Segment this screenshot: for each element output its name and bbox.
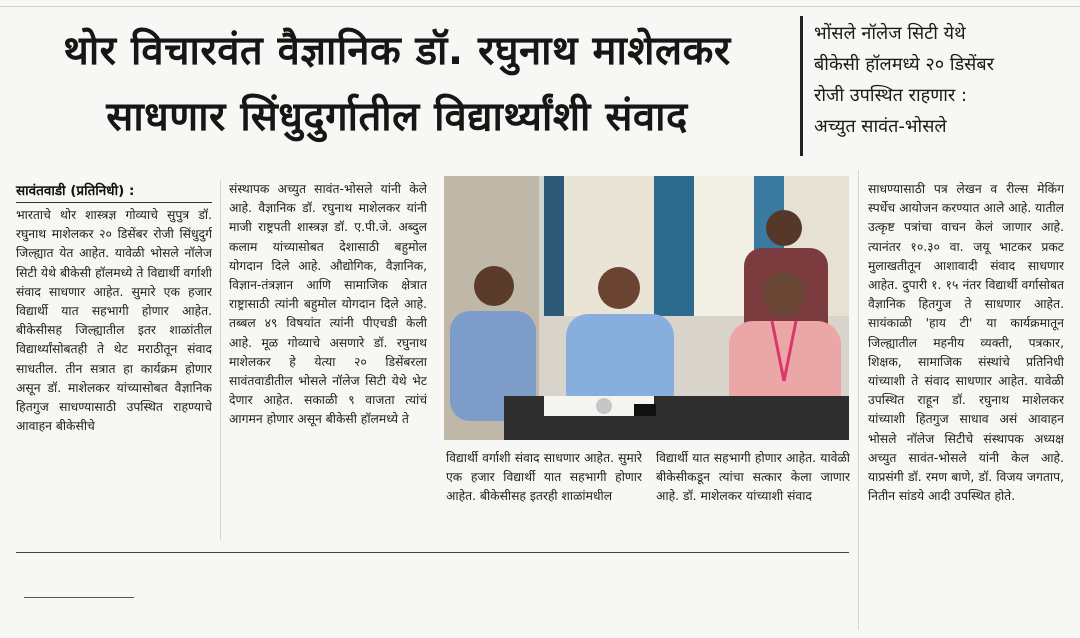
article-column-4 [656,449,850,539]
subhead-divider [800,16,803,156]
article-column-5 [868,180,1064,630]
section-rule [16,552,849,553]
headline-line-2: साधणार सिंधुदुर्गातील विद्यार्थ्यांशी संवाद [106,94,688,140]
column-gutter [858,170,859,630]
column-5-text: साधण्यासाठी पत्र लेखन व रील्स मेकिंग स्पर्धेच आयोजन करण्यात आले आहे. यातील उत्कृष्ट पत्रांचा वाचन केलं जाणार आहे. त्यानंतर १०.३० वा. जयू भाटकर प्रकट मुलाखतीतून आशावादी संवाद साधणार आहेत. दुपारी १. १५ नंतर विद्यार्थी वर्गासोबत वैज्ञानिक हितगुज ते साधणार आहेत. सायंकाळी 'हाय टी' या कार्यक्रमातून जिल्ह्यातील महनीय व्यक्ती, पत्रकार, शिक्षक, सामाजिक संस्थांचे प्रतिनिधी यांच्याशी ते संवाद साधणार आहेत. यावेळी उपस्थित राहून डॉ. रघुनाथ माशेलकर यांच्याशी हितगुज साधाव असं आवाहन भोसले नॉलेज सिटीचे संस्थापक अध्यक्ष अच्युत सावंत-भोसले यांनी केल आहे. याप्रसंगी डॉ. रमण बाणे, डॉ. विजय जगताप, नितीन सांडये आदी उपस्थित होते. [868,182,1064,504]
article-column-3 [446,449,642,539]
column-gutter [220,180,221,540]
headline [12,18,782,150]
subheadline [814,18,1076,142]
column-4-text: विद्यार्थी यात सहभागी होणार आहेत. यावेळी बीकेसीकडून त्यांचा सत्कार केला जाणार आहे. डॉ. माशेलकर यांच्याशी संवाद [656,451,850,504]
event-photo [444,176,849,440]
subhead-line-3: रोजी उपस्थित राहणार : [814,85,968,106]
article-column-2 [229,180,427,525]
article-column-1 [16,206,212,551]
top-rule [0,6,1080,7]
subhead-line-1: भोंसले नॉलेज सिटी येथे [814,23,966,44]
column-3-text: विद्यार्थी वर्गाशी संवाद साधणार आहेत. सुमारे एक हजार विद्यार्थी यात सहभागी होणार आहेत. बीकेसीसह इतरही शाळांमधील [446,451,642,504]
subhead-line-2: बीकेसी हॉलमध्ये २० डिसेंबर [814,54,994,75]
headline-line-1: थोर विचारवंत वैज्ञानिक डॉ. रघुनाथ माशेलकर [63,28,731,74]
subhead-line-4: अच्युत सावंत-भोसले [814,116,947,137]
column-1-text: भारताचे थोर शास्त्रज्ञ गोव्याचे सुपुत्र डॉ. रघुनाथ माशेलकर २० डिसेंबर रोजी सिंधुदुर्ग जिल्ह्यात येत आहेत. यावेळी भोसले नॉलेज सिटी येथे बीकेसी हॉलमध्ये ते विद्यार्थी वर्गाशी संवाद साधणार आहेत. सुमारे एक हजार विद्यार्थी यात सहभागी होणार आहेत. बीकेसीसह जिल्ह्यातील इतर शाळांतील विद्यार्थ्यांसोबतही ते थेट मराठीतून संवाद साधतील. तीन सत्रात हा कार्यक्रम होणार असून डॉ. माशेलकर यांच्यासोबत वैज्ञानिक हितगुज साधण्यासाठी उपस्थित राहण्याचे आवाहन बीकेसीचे [16,208,212,434]
column-2-text: संस्थापक अच्युत सावंत-भोसले यांनी केले आहे. वैज्ञानिक डॉ. रघुनाथ माशेलकर यांनी माजी राष्ट्रपती शास्त्रज्ञ डॉ. ए.पी.जे. अब्दुल कलाम यांच्यासोबत देशासाठी बहुमोल योगदान दिले आहे. औद्योगिक, वैज्ञानिक, विज्ञान-तंत्रज्ञान आणि सामाजिक क्षेत्रात राष्ट्रासाठी त्यांनी बहुमोल योगदान दिले आहे. तब्बल ४९ विषयांत त्यांनी पीएचडी केली आहे. मूळ गोव्याचे असणारे डॉ. रघुनाथ माशेलकर हे येत्या २० डिसेंबरला सावंतवाडीतील भोसले नॉलेज सिटी येथे भेट देणार आहेत. सकाळी ९ वाजता त्यांचं आगमन होणार असून बीकेसी हॉलमध्ये ते [229,182,427,427]
dateline-rule [16,202,212,203]
dateline: सावंतवाडी (प्रतिनिधी) : [16,183,135,199]
footnote-rule [24,597,134,598]
